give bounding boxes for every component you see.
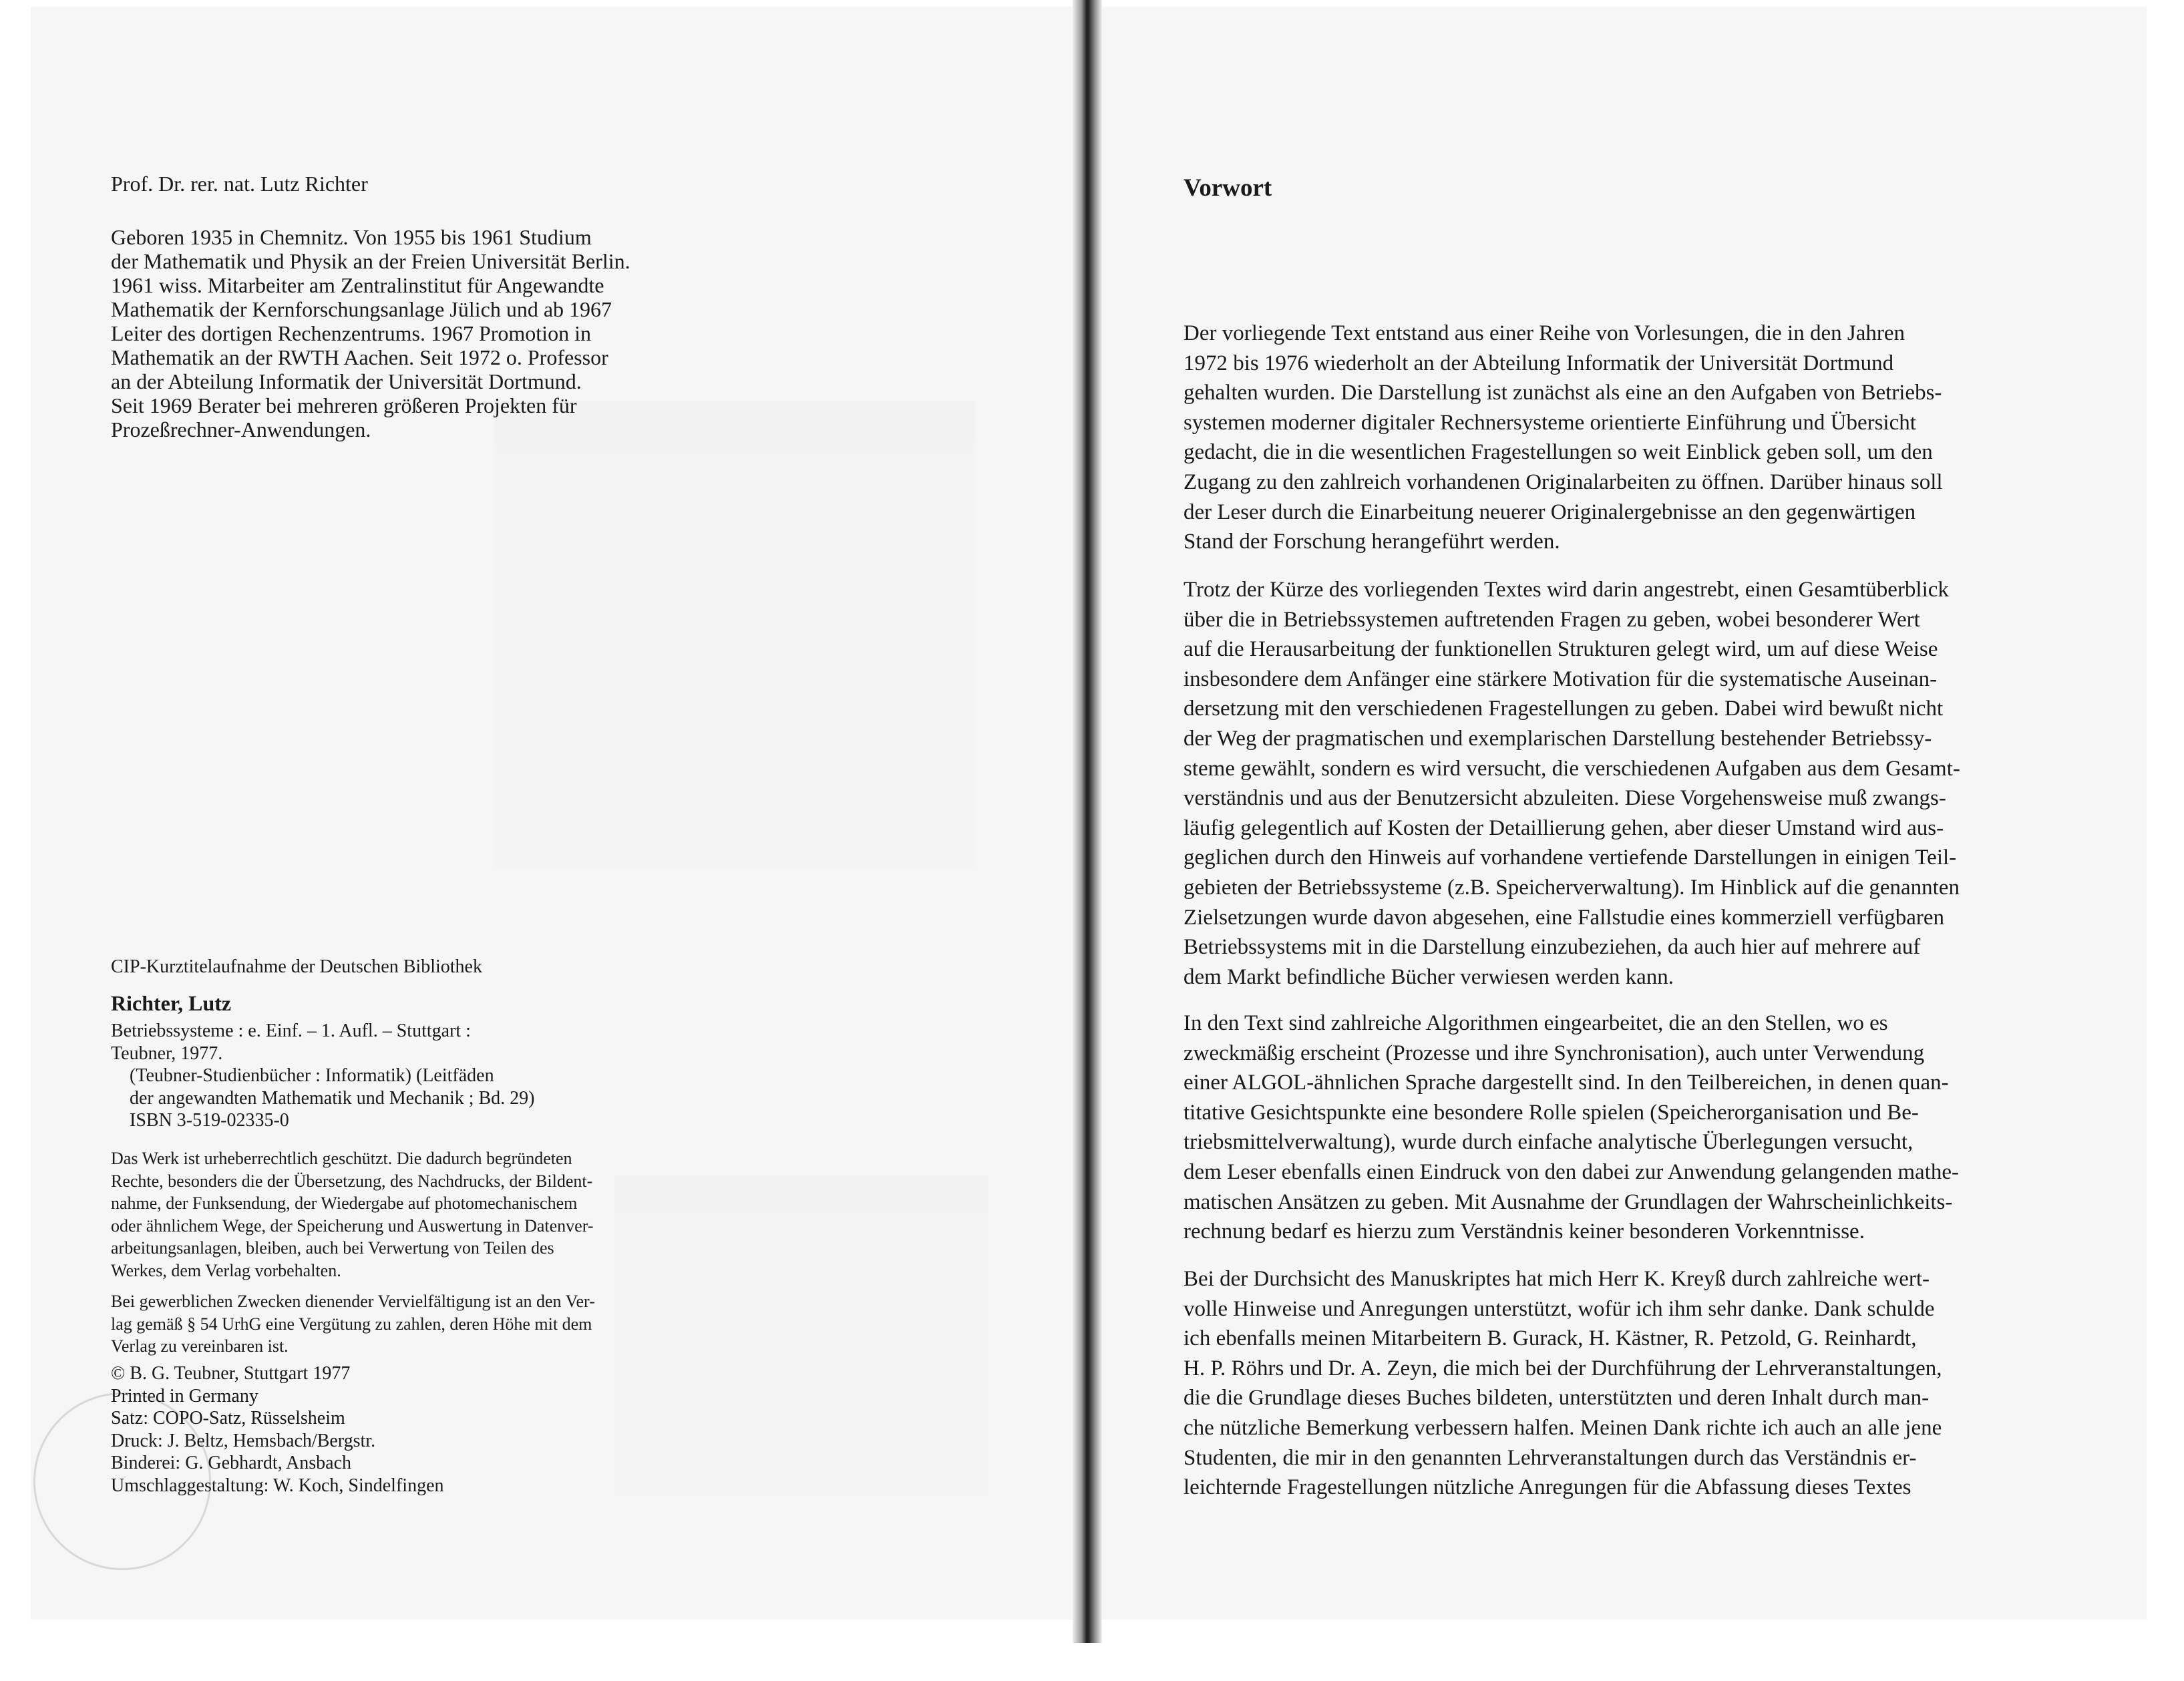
imprint-line: Satz: COPO-Satz, Rüsselsheim [111, 1408, 345, 1429]
text-line: läufig gelegentlich auf Kosten der Detaillierung gehen, aber dieser Umstand wird aus- [1184, 815, 1944, 840]
bio-line: an der Abteilung Informatik der Universität Dortmund. [111, 369, 582, 393]
copyright-notice [111, 1147, 594, 1282]
text-line: einer ALGOL-ähnlichen Sprache dargestellt sind. In den Teilbereichen, in denen quan- [1184, 1071, 1949, 1095]
isbn: ISBN 3-519-02335-0 [130, 1110, 289, 1131]
imprint-line: Printed in Germany [111, 1385, 258, 1407]
rights-line: Das Werk ist urheberrechtlich geschützt. Die dadurch begründeten [111, 1149, 572, 1168]
preface-paragraph [1184, 1264, 1942, 1503]
text-line: 1972 bis 1976 wiederholt an der Abteilung Informatik der Universität Dortmund [1184, 351, 1894, 375]
text-line: Zugang zu den zahlreich vorhandenen Originalarbeiten zu öffnen. Darüber hinaus soll [1184, 470, 1943, 494]
text-line: gedacht, die in die wesentlichen Fragestellungen so weit Einblick geben soll, um den [1184, 440, 1933, 465]
cip-heading: CIP-Kurztitelaufnahme der Deutschen Bibliothek [111, 956, 482, 977]
imprint-line: Druck: J. Beltz, Hemsbach/Bergstr. [111, 1430, 376, 1451]
text-line: systemen moderner digitaler Rechnersysteme orientierte Einführung und Übersicht [1184, 410, 1916, 435]
text-line: che nützliche Bemerkung verbessern halfen. Meinen Dank richte ich auch an alle jene [1184, 1415, 1942, 1440]
text-line: Zielsetzungen wurde davon abgesehen, eine Fallstudie eines kommerziell verfügbaren [1184, 905, 1944, 930]
preface-paragraph [1184, 1008, 1959, 1247]
cip-line: (Teubner-Studienbücher : Informatik) (Leitfäden [130, 1065, 494, 1086]
reproduction-notice [111, 1290, 595, 1358]
text-line: Studenten, die mir in den genannten Lehrveranstaltungen durch das Verständnis er- [1184, 1445, 1917, 1470]
bio-line: der Mathematik und Physik an der Freien Universität Berlin. [111, 249, 630, 273]
text-line: Stand der Forschung herangeführt werden. [1184, 530, 1560, 554]
rights-line: Werkes, dem Verlag vorbehalten. [111, 1260, 341, 1280]
text-line: insbesondere dem Anfänger eine stärkere Motivation für die systematische Auseinan- [1184, 667, 1938, 691]
text-line: titative Gesichtspunkte eine besondere Rolle spielen (Speicherorganisation und Be- [1184, 1100, 1919, 1125]
bio-line: Prozeßrechner-Anwendungen. [111, 417, 371, 441]
text-line: Bei der Durchsicht des Manuskriptes hat mich Herr K. Kreyß durch zahlreiche wert- [1184, 1267, 1930, 1291]
author-biography [111, 225, 630, 441]
text-line: Trotz der Kürze des vorliegenden Textes wird darin angestrebt, einen Gesamtüberblick [1184, 578, 1949, 602]
preface-paragraph [1184, 575, 1960, 992]
text-line: dem Leser ebenfalls einen Eindruck von den dabei zur Anwendung gelangenden mathe- [1184, 1159, 1959, 1184]
text-line: rechnung bedarf es hierzu zum Verständnis keiner besonderen Vorkenntnisse. [1184, 1220, 1865, 1244]
text-line: In den Text sind zahlreiche Algorithmen eingearbeitet, die an den Stellen, wo es [1184, 1011, 1888, 1035]
gewerbe-line: lag gemäß § 54 UrhG eine Vergütung zu zahlen, deren Höhe mit dem [111, 1314, 592, 1334]
text-line: die die Grundlage dieses Buches bildeten, unterstützten und deren Inhalt durch man- [1184, 1386, 1930, 1411]
text-line: ich ebenfalls meinen Mitarbeitern B. Gurack, H. Kästner, R. Petzold, G. Reinhardt, [1184, 1326, 1917, 1351]
rights-line: oder ähnlichem Wege, der Speicherung und Auswertung in Datenver- [111, 1216, 594, 1236]
preface-paragraph [1184, 319, 1943, 557]
text-line: der Leser durch die Einarbeitung neuerer Originalergebnisse an den gegenwärtigen [1184, 500, 1916, 524]
bio-line: Geboren 1935 in Chemnitz. Von 1955 bis 1961 Studium [111, 225, 592, 249]
text-line: über die in Betriebssystemen auftretenden Fragen zu geben, wobei besonderer Wert [1184, 607, 1920, 632]
text-line: triebsmittelverwaltung), wurde durch einfache analytische Überlegungen versucht, [1184, 1130, 1914, 1155]
text-line: auf die Herausarbeitung der funktionellen Strukturen gelegt wird, um auf diese Weise [1184, 637, 1938, 662]
cip-author: Richter, Lutz [111, 991, 232, 1015]
cip-line: der angewandten Mathematik und Mechanik ; Bd. 29) [130, 1087, 535, 1109]
text-line: dem Markt befindliche Bücher verwiesen werden kann. [1184, 964, 1674, 989]
text-line: der Weg der pragmatischen und exemplarischen Darstellung bestehender Betriebssy- [1184, 726, 1932, 751]
bio-line: Mathematik an der RWTH Aachen. Seit 1972 o. Professor [111, 345, 608, 369]
bio-line: Seit 1969 Berater bei mehreren größeren Projekten für [111, 393, 577, 417]
text-line: geglichen durch den Hinweis auf vorhandene vertiefende Darstellungen in einigen Teil- [1184, 846, 1957, 870]
text-line: gehalten wurden. Die Darstellung ist zunächst als eine an den Aufgaben von Betriebs- [1184, 381, 1942, 405]
book-spine [1073, 0, 1102, 1643]
text-line: volle Hinweise und Anregungen unterstützt, wofür ich ihm sehr danke. Dank schulde [1184, 1296, 1935, 1321]
gewerbe-line: Bei gewerblichen Zwecken dienender Vervielfältigung ist an den Ver- [111, 1292, 595, 1311]
show-through-block [494, 401, 975, 868]
text-line: verständnis und aus der Benutzersicht abzuleiten. Diese Vorgehensweise muß zwangs- [1184, 786, 1946, 811]
cip-line: Teubner, 1977. [111, 1043, 223, 1064]
cip-line: Betriebssysteme : e. Einf. – 1. Aufl. – Stuttgart : [111, 1020, 471, 1041]
text-line: steme gewählt, sondern es wird versucht, die verschiedenen Aufgaben aus dem Gesamt- [1184, 756, 1960, 781]
text-line: leichternde Fragestellungen nützliche Anregungen für die Abfassung dieses Textes [1184, 1475, 1912, 1500]
rights-line: nahme, der Funksendung, der Wiedergabe auf photomechanischem [111, 1193, 578, 1213]
rights-line: Rechte, besonders die der Übersetzung, des Nachdrucks, der Bildent- [111, 1171, 593, 1191]
imprint-line: © B. G. Teubner, Stuttgart 1977 [111, 1363, 351, 1384]
imprint-line: Binderei: G. Gebhardt, Ansbach [111, 1453, 352, 1473]
bio-line: Leiter des dortigen Rechenzentrums. 1967 Promotion in [111, 321, 591, 345]
author-name: Prof. Dr. rer. nat. Lutz Richter [111, 172, 368, 196]
text-line: gebieten der Betriebssysteme (z.B. Speicherverwaltung). Im Hinblick auf die genannten [1184, 875, 1960, 900]
imprint-line: Umschlaggestaltung: W. Koch, Sindelfingen [111, 1475, 444, 1496]
text-line: dersetzung mit den verschiedenen Fragestellungen zu geben. Dabei wird bewußt nicht [1184, 697, 1944, 721]
text-line: zweckmäßig erscheint (Prozesse und ihre Synchronisation), auch unter Verwendung [1184, 1041, 1925, 1065]
text-line: H. P. Röhrs und Dr. A. Zeyn, die mich bei der Durchführung der Lehrveranstaltungen, [1184, 1356, 1942, 1380]
bio-line: Mathematik der Kernforschungsanlage Jülich und ab 1967 [111, 297, 612, 321]
page-title: Vorwort [1184, 174, 1272, 202]
text-line: Der vorliegende Text entstand aus einer Reihe von Vorlesungen, die in den Jahren [1184, 321, 1905, 345]
text-line: Betriebssystems mit in die Darstellung einzubeziehen, da auch hier auf mehrere auf [1184, 935, 1921, 960]
show-through-block [614, 1175, 988, 1496]
bio-line: 1961 wiss. Mitarbeiter am Zentralinstitut für Angewandte [111, 273, 604, 297]
gewerbe-line: Verlag zu vereinbaren ist. [111, 1336, 289, 1356]
text-line: matischen Ansätzen zu geben. Mit Ausnahme der Grundlagen der Wahrscheinlichkeits- [1184, 1189, 1953, 1214]
rights-line: arbeitungsanlagen, bleiben, auch bei Verwertung von Teilen des [111, 1238, 554, 1258]
cip-record [111, 1020, 535, 1132]
imprint [111, 1362, 444, 1497]
